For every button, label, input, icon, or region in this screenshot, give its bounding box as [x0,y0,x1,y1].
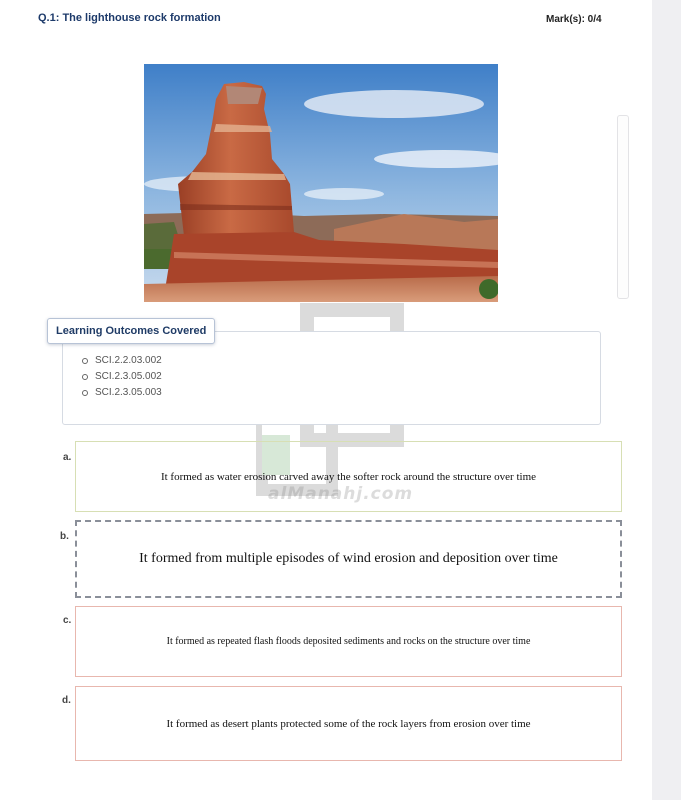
option-c-letter: c. [63,615,72,626]
watermark-text: alManahj.com [268,484,414,504]
question-title: Q.1: The lighthouse rock formation [38,12,221,24]
lighthouse-rock-formation-photo [144,64,498,302]
option-c-text: It formed as repeated flash floods deposited sediments and rocks on the structure over time [166,636,531,647]
scroll-indicator[interactable] [617,115,629,299]
learning-outcome-item [82,353,162,369]
bullet-circle-icon [82,374,88,380]
option-c[interactable] [75,606,622,677]
option-b-text: It formed from multiple episodes of wind erosion and deposition over time [139,551,558,566]
learning-outcome-code: SCI.2.2.03.002 [95,355,162,366]
marks-label: Mark(s): 0/4 [546,14,602,25]
option-d-text: It formed as desert plants protected some of the rock layers from erosion over time [166,717,531,730]
right-gutter [652,0,681,800]
option-a[interactable] [75,441,622,512]
learning-outcomes-list [82,353,162,401]
learning-outcome-item [82,369,162,385]
learning-outcome-item [82,385,162,401]
bullet-circle-icon [82,358,88,364]
option-b-letter: b. [60,531,69,542]
option-d-letter: d. [62,695,71,706]
bullet-circle-icon [82,390,88,396]
option-a-text: It formed as water erosion carved away the softer rock around the structure over time [160,470,537,483]
learning-outcome-code: SCI.2.3.05.003 [95,387,162,398]
option-b[interactable] [75,520,622,598]
learning-outcome-code: SCI.2.3.05.002 [95,371,162,382]
learning-outcomes-title: Learning Outcomes Covered [47,318,215,344]
option-a-letter: a. [63,452,72,463]
option-d[interactable] [75,686,622,761]
